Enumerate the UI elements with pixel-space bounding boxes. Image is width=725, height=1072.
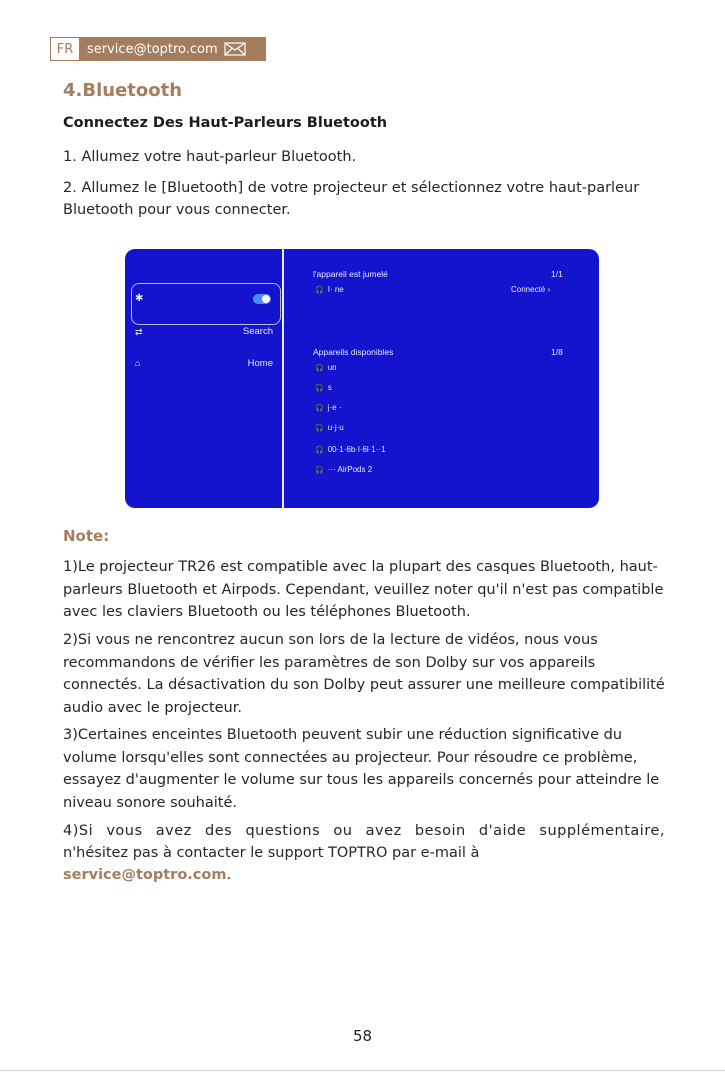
list-item: 🎧 00·1·6b·l·6l·1··1: [315, 445, 386, 454]
subheading: Connectez Des Haut-Parleurs Bluetooth: [63, 115, 388, 131]
bluetooth-icon: ✱: [135, 293, 144, 304]
note-paragraph-1: 1)Le projecteur TR26 est compatible avec la plupart des casques Bluetooth, haut-parleurs Bluetooth et Airpods. Cependant, veuillez noter qu'il n'est pas compatible avec les claviers Bluetooth ou les téléphones Bluetooth.: [63, 559, 664, 620]
note-paragraph-3: 3)Certaines enceintes Bluetooth peuvent subir une réduction significative du volume lorsqu'elles sont connectées au projecteur. Pour résoudre ce problème, essayez d'augmenter le volume sur tous les appareils concernés pour atteindre le niveau sonore souhaité.: [63, 727, 660, 811]
paired-status: Connecté ›: [511, 285, 551, 294]
step-2: 2. Allumez le [Bluetooth] de votre projecteur et sélectionnez votre haut-parleur Bluetooth pour vous connecter.: [63, 180, 640, 218]
list-item: 🎧 s: [315, 383, 332, 392]
headphones-icon: 🎧: [315, 466, 324, 474]
list-item: 🎧 u·j·u: [315, 423, 344, 432]
paired-device-name: I· ne: [327, 285, 344, 294]
header-email-block: [80, 38, 265, 60]
refresh-icon: ⇄: [135, 327, 143, 337]
step-1: 1. Allumez votre haut-parleur Bluetooth.: [63, 149, 357, 165]
available-title: Appareils disponibles: [313, 347, 394, 357]
list-item: 🎧 un: [315, 363, 337, 372]
list-item: 🎧 j·e ·: [315, 403, 342, 412]
available-count: 1/8: [551, 347, 563, 357]
page-number: 58: [352, 1027, 373, 1045]
bottom-rule: [0, 1070, 725, 1071]
sentence-end: .: [226, 867, 232, 883]
note-paragraph-4-line-3: [63, 864, 665, 887]
headphones-icon: 🎧: [315, 446, 324, 454]
mail-icon: [224, 42, 246, 56]
bluetooth-settings-screenshot: [125, 249, 599, 508]
support-email-link[interactable]: service@toptro.com: [63, 867, 227, 883]
section-title: 4.Bluetooth: [63, 80, 183, 101]
headphones-icon: 🎧: [315, 286, 324, 294]
headphones-icon: 🎧: [315, 404, 324, 412]
home-label: Home: [247, 358, 273, 369]
headphones-icon: 🎧: [315, 364, 324, 372]
home-icon: ⌂: [135, 358, 141, 368]
header-email: service@toptro.com: [87, 41, 218, 57]
language-label: FR: [51, 38, 80, 60]
panel-divider: [282, 249, 284, 508]
headphones-icon: 🎧: [315, 424, 324, 432]
list-item: 🎧 ··· AirPods 2: [315, 465, 373, 474]
headphones-icon: 🎧: [315, 384, 324, 392]
note-title: Note:: [63, 527, 110, 545]
paired-count: 1/1: [551, 269, 563, 279]
note-paragraph-2: 2)Si vous ne rencontrez aucun son lors de la lecture de vidéos, nous vous recommandons de vérifier les paramètres de son Dolby sur vos appareils connectés. La désactivation du son Dolby peut assurer une meilleure compatibilité audio avec le projecteur.: [63, 632, 665, 716]
bluetooth-toggle-row: [131, 283, 281, 325]
paired-device: [315, 285, 344, 294]
paired-title: l'appareil est jumelé: [313, 269, 388, 279]
note-paragraph-4-line-1: 4)Si vous avez des questions ou avez besoin d'aide supplémentaire,: [63, 823, 665, 839]
note-paragraph-4-line-2: n'hésitez pas à contacter le support TOPTRO par e-mail à: [63, 845, 480, 861]
header-tag: [50, 37, 266, 61]
bluetooth-toggle: [253, 294, 271, 304]
search-label: Search: [242, 326, 273, 337]
